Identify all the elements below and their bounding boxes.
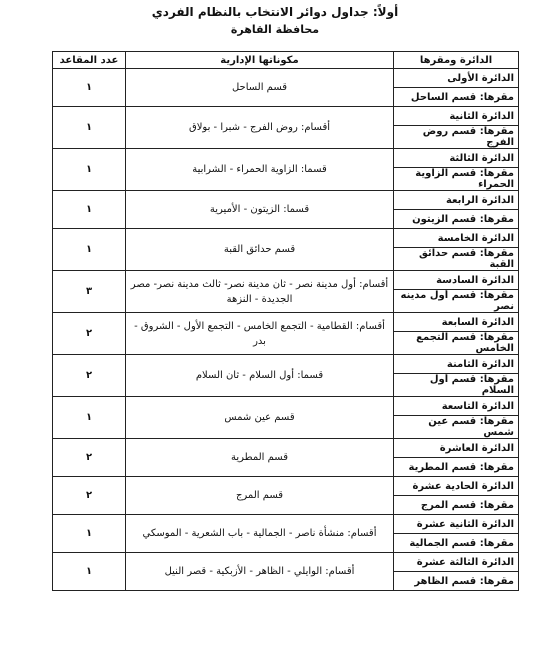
column-header-seats: عدد المقاعد [53,52,126,69]
components-cell: قسما: الزاوية الحمراء - الشرابية [126,149,394,191]
seats-cell: ١ [53,229,126,271]
components-cell: قسم الساحل [126,69,394,107]
table-row [53,107,519,126]
circle-name-cell: الدائرة الثالثة [394,149,519,168]
circle-name-cell: الدائرة الثانية عشرة [394,515,519,534]
seats-cell: ١ [53,397,126,439]
circle-hq-cell: مقرها: قسم عين شمس [394,416,519,439]
circle-name-cell: الدائرة العاشرة [394,439,519,458]
table-row [53,191,519,210]
circle-name-cell: الدائرة السادسة [394,271,519,290]
components-cell: قسما: أول السلام - ثان السلام [126,355,394,397]
seats-cell: ١ [53,515,126,553]
circle-hq-cell: مقرها: قسم المطرية [394,458,519,477]
circle-hq-cell: مقرها: قسم التجمع الخامس [394,332,519,355]
seats-cell: ١ [53,107,126,149]
circle-hq-cell: مقرها: قسم الجمالية [394,534,519,553]
column-header-components: مكوناتها الإدارية [126,52,394,69]
seats-cell: ١ [53,191,126,229]
circle-hq-cell: مقرها: قسم حدائق القبة [394,248,519,271]
table-row [53,397,519,416]
circle-hq-cell: مقرها: قسم أول السلام [394,374,519,397]
components-cell: أقسام: منشأة ناصر - الجمالية - باب الشعرية - الموسكي [126,515,394,553]
seats-cell: ٢ [53,313,126,355]
circle-name-cell: الدائرة السابعة [394,313,519,332]
circle-hq-cell: مقرها: قسم روض الفرج [394,126,519,149]
table-row [53,515,519,534]
table-row [53,271,519,290]
page-subtitle: محافظة القاهرة [230,23,320,36]
table-row [53,355,519,374]
seats-cell: ١ [53,69,126,107]
table-header-row [53,52,519,69]
table-body [53,69,519,591]
components-cell: قسما: الزيتون - الأميرية [126,191,394,229]
table-row [53,229,519,248]
circle-hq-cell: مقرها: قسم أول مدينه نصر [394,290,519,313]
seats-cell: ٢ [53,477,126,515]
circle-name-cell: الدائرة الثانية [394,107,519,126]
table-row [53,69,519,88]
seats-cell: ٢ [53,355,126,397]
components-cell: أقسام: روض الفرج - شبرا - بولاق [126,107,394,149]
districts-table [52,51,519,591]
components-cell: قسم المرج [126,477,394,515]
circle-hq-cell: مقرها: قسم الزاوية الحمراء [394,168,519,191]
circle-hq-cell: مقرها: قسم الزيتون [394,210,519,229]
table-row [53,149,519,168]
components-cell: قسم عين شمس [126,397,394,439]
column-header-circle: الدائرة ومقرها [394,52,519,69]
components-cell: أقسام: القطامية - التجمع الخامس - التجمع الأول - الشروق - بدر [126,313,394,355]
table-row [53,477,519,496]
circle-hq-cell: مقرها: قسم الظاهر [394,572,519,591]
components-cell: قسم حدائق القبة [126,229,394,271]
components-cell: أقسام: أول مدينة نصر - ثان مدينة نصر- ثالث مدينة نصر- مصر الجديدة - النزهة [126,271,394,313]
circle-name-cell: الدائرة الثالثة عشرة [394,553,519,572]
circle-name-cell: الدائرة التاسعة [394,397,519,416]
circle-hq-cell: مقرها: قسم الساحل [394,88,519,107]
circle-name-cell: الدائرة الخامسة [394,229,519,248]
table-row [53,439,519,458]
circle-name-cell: الدائرة الحادية عشرة [394,477,519,496]
circle-name-cell: الدائرة الرابعة [394,191,519,210]
table-row [53,553,519,572]
seats-cell: ٣ [53,271,126,313]
circle-hq-cell: مقرها: قسم المرج [394,496,519,515]
seats-cell: ١ [53,553,126,591]
components-cell: أقسام: الوايلي - الظاهر - الأزبكية - قصر النيل [126,553,394,591]
table-row [53,313,519,332]
page-title: أولاً: جداول دوائر الانتخاب بالنظام الفردي [151,5,399,19]
circle-name-cell: الدائرة الثامنة [394,355,519,374]
seats-cell: ٢ [53,439,126,477]
circle-name-cell: الدائرة الأولى [394,69,519,88]
seats-cell: ١ [53,149,126,191]
components-cell: قسم المطرية [126,439,394,477]
